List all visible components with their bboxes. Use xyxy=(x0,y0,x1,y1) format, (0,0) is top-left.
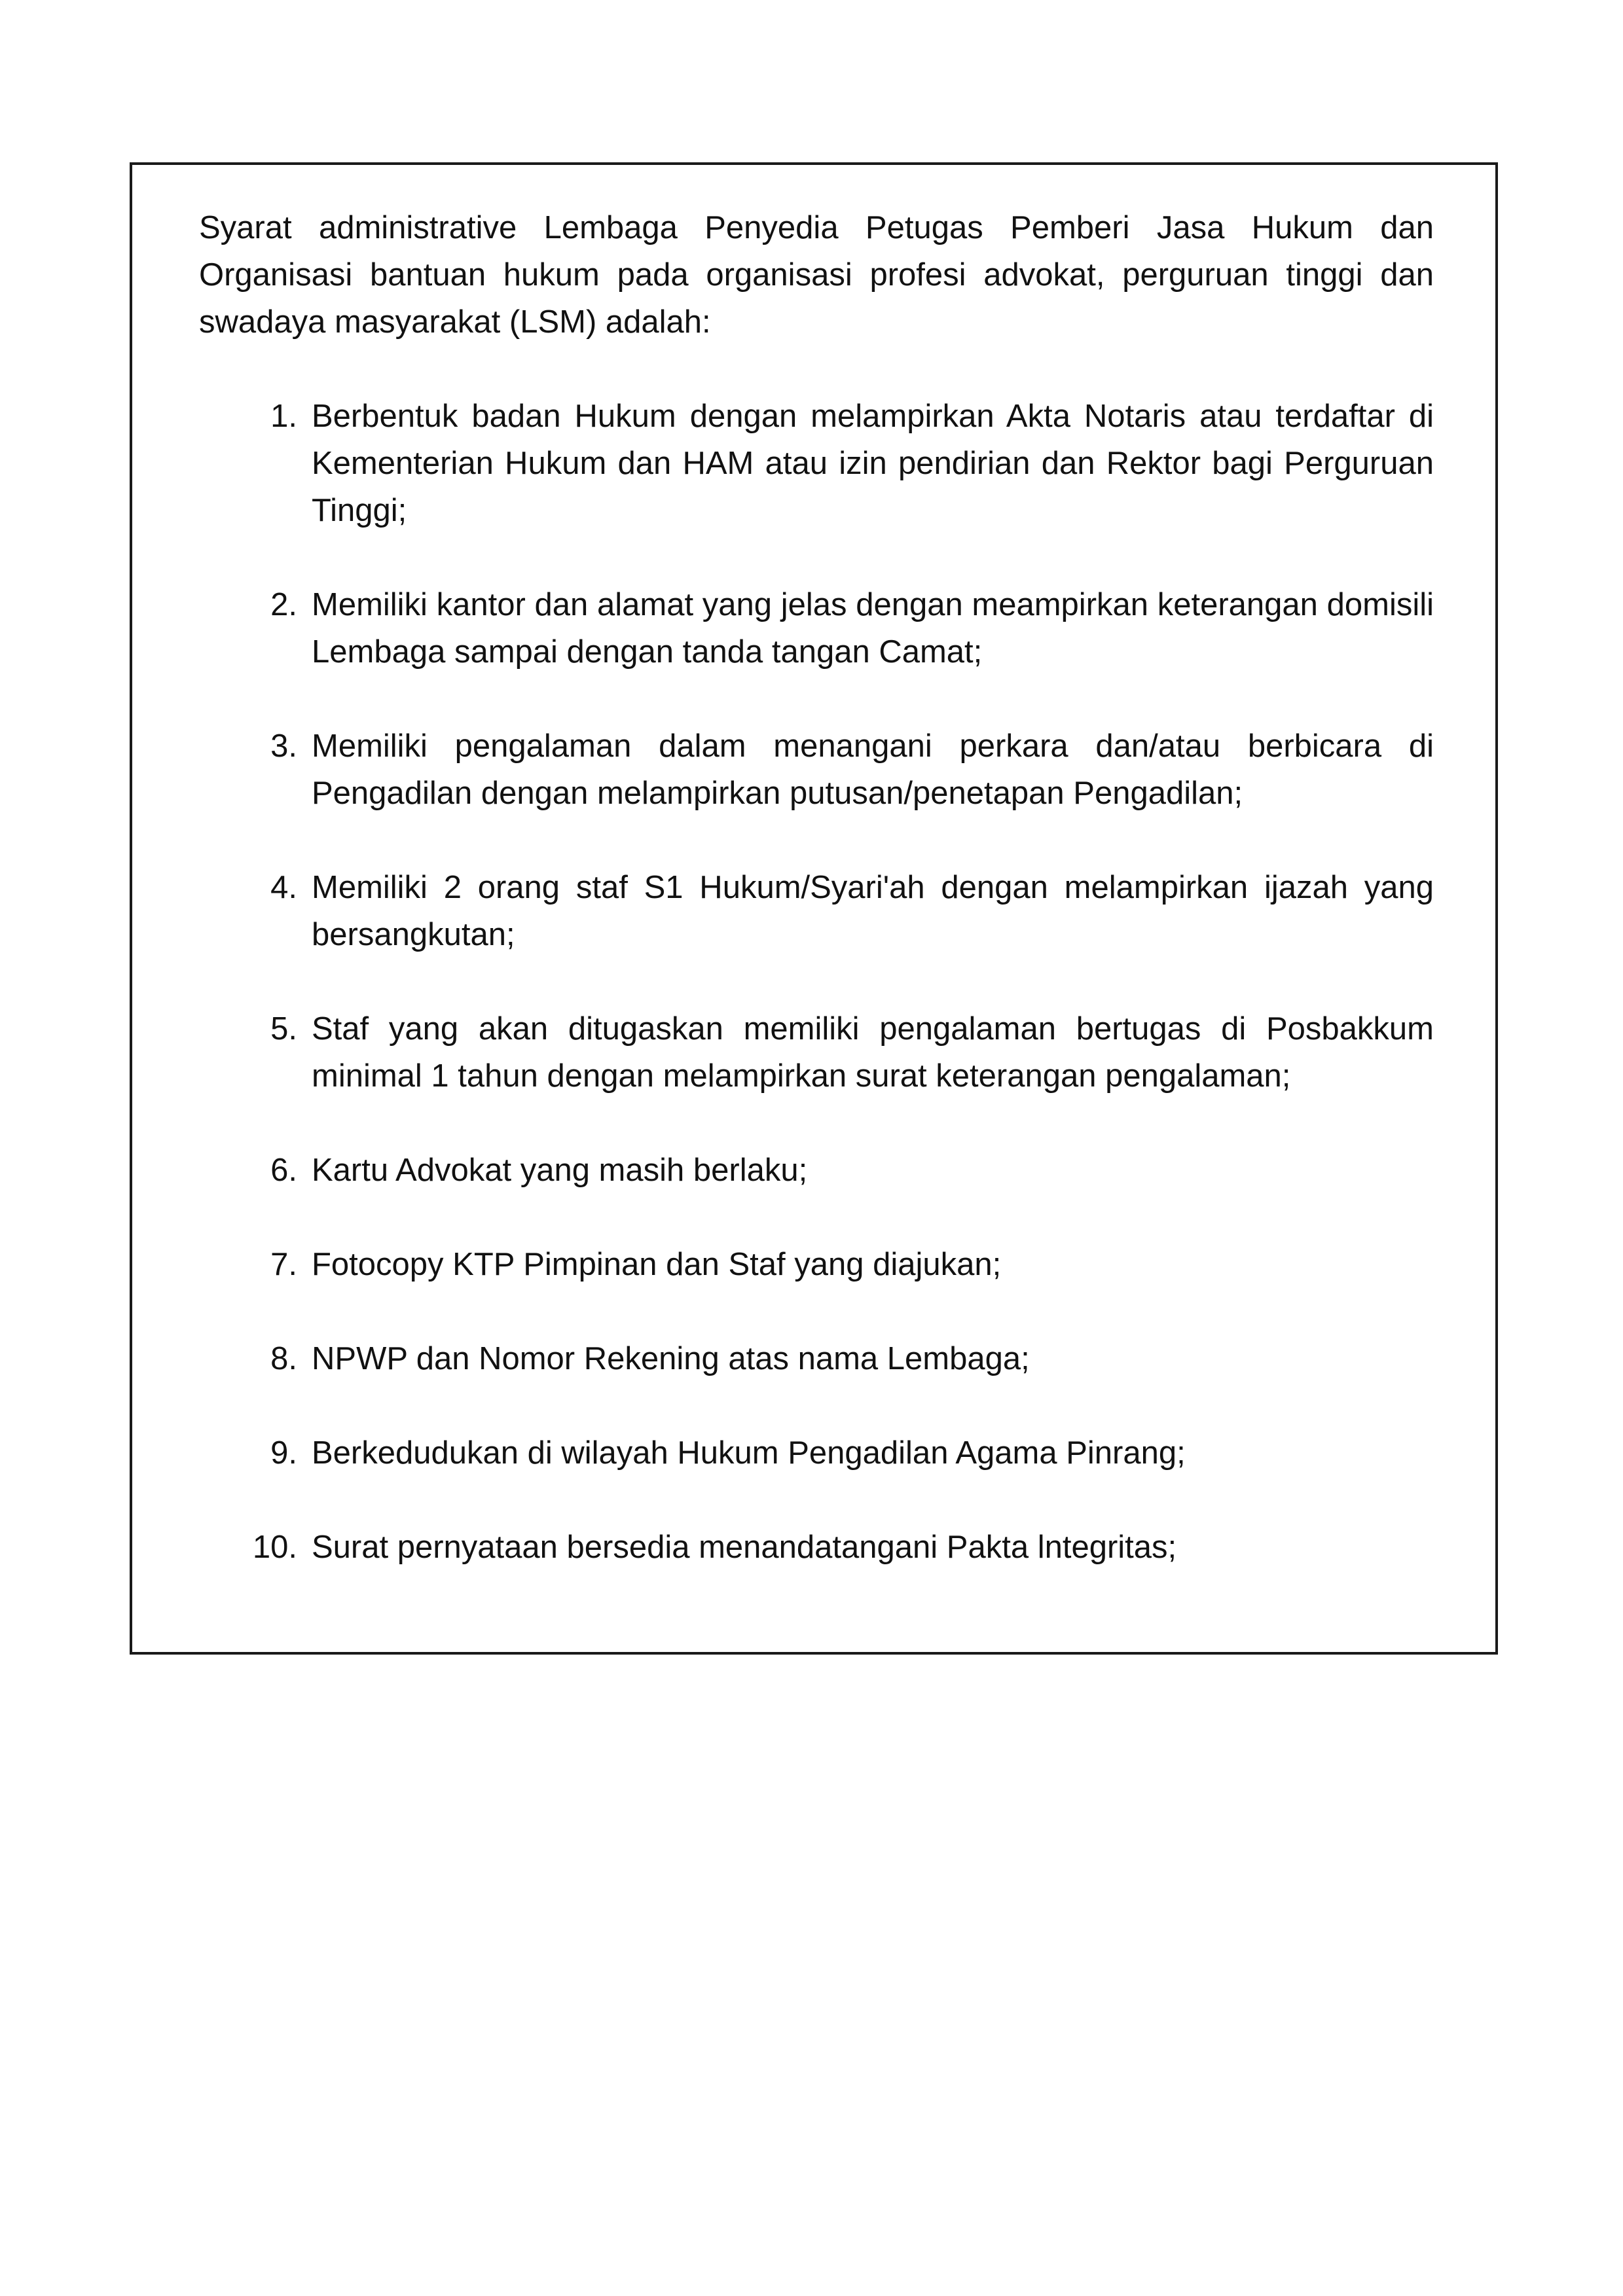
list-item-text: Staf yang akan ditugaskan memiliki pengalaman bertugas di Posbakkum minimal 1 tahun dengan melampirkan surat keterangan pengalaman; xyxy=(312,1011,1434,1094)
list-item-text: NPWP dan Nomor Rekening atas nama Lembaga; xyxy=(312,1341,1030,1376)
list-item-number: 1. xyxy=(270,399,297,434)
list-item-text: Berbentuk badan Hukum dengan melampirkan Akta Notaris atau terdaftar di Kementerian Hukum dan HAM atau izin pendirian dan Rektor bagi Perguruan Tinggi; xyxy=(312,399,1434,528)
list-item-number: 9. xyxy=(270,1435,297,1471)
list-item xyxy=(199,864,1434,958)
list-item xyxy=(199,1147,1434,1194)
document-content xyxy=(199,204,1434,1571)
list-item xyxy=(199,1429,1434,1477)
list-item-number: 7. xyxy=(270,1247,297,1282)
list-item xyxy=(199,1335,1434,1382)
list-item xyxy=(199,723,1434,817)
list-item xyxy=(199,1524,1434,1571)
list-item-number: 8. xyxy=(270,1341,297,1376)
intro-paragraph: Syarat administrative Lembaga Penyedia Petugas Pemberi Jasa Hukum dan Organisasi bantuan hukum pada organisasi profesi advokat, perguruan tinggi dan swadaya masyarakat (LSM) adalah: xyxy=(199,210,1434,340)
list-item-number: 2. xyxy=(270,587,297,622)
list-item xyxy=(199,1005,1434,1100)
list-item-text: Memiliki pengalaman dalam menangani perkara dan/atau berbicara di Pengadilan dengan melampirkan putusan/penetapan Pengadilan; xyxy=(312,728,1434,811)
list-item-text: Berkedudukan di wilayah Hukum Pengadilan Agama Pinrang; xyxy=(312,1435,1186,1471)
list-item-number: 6. xyxy=(270,1153,297,1188)
list-item-number: 5. xyxy=(270,1011,297,1047)
list-item-text: Fotocopy KTP Pimpinan dan Staf yang diajukan; xyxy=(312,1247,1002,1282)
list-item-text: Memiliki kantor dan alamat yang jelas dengan meampirkan keterangan domisili Lembaga sampai dengan tanda tangan Camat; xyxy=(312,587,1434,670)
list-item-number: 10. xyxy=(252,1530,297,1565)
list-item-text: Memiliki 2 orang staf S1 Hukum/Syari'ah dengan melampirkan ijazah yang bersangkutan; xyxy=(312,870,1434,952)
document-border-box xyxy=(130,162,1498,1655)
list-item-number: 3. xyxy=(270,728,297,764)
list-item xyxy=(199,581,1434,675)
list-item xyxy=(199,1241,1434,1288)
list-item-text: Kartu Advokat yang masih berlaku; xyxy=(312,1153,808,1188)
list-item-text: Surat pernyataan bersedia menandatangani Pakta lntegritas; xyxy=(312,1530,1177,1565)
list-item-number: 4. xyxy=(270,870,297,905)
list-item xyxy=(199,393,1434,534)
requirements-list xyxy=(199,393,1434,1571)
